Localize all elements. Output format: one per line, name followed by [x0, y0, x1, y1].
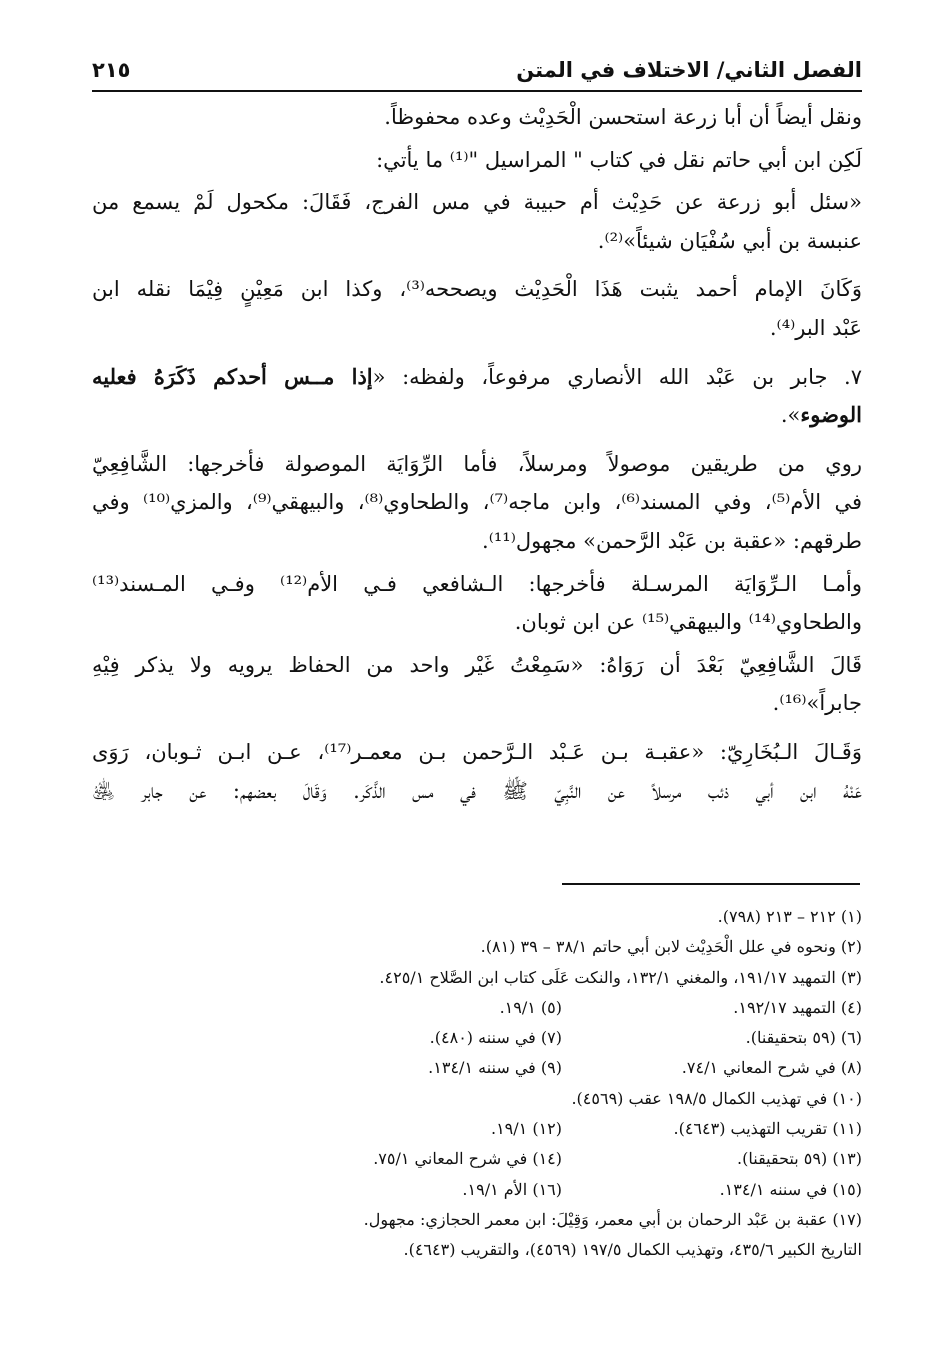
footnote: (١٤) في شرح المعاني ٧٥/١.	[373, 1149, 562, 1169]
footnote-separator	[562, 883, 860, 885]
footnote-pair	[80, 1023, 862, 1053]
footnote-continuation: التاريخ الكبير ٤٣٥/٦، وتهذيب الكمال ١٩٧/٥ (٤٥٦٩)، والتقريب (٤٦٤٣).	[403, 1240, 862, 1260]
paragraph	[92, 141, 862, 180]
text-line: وأمـا الـرِّوَايَة المرسـلة فأخرجها: الـشافعي فـي الأم⁽¹²⁾ وفـي المـسند⁽¹³⁾	[92, 571, 863, 596]
main-text	[92, 98, 862, 810]
text-line: وَقَـالَ الـبُخَارِيّ: «عقبـة بـن عَـبْد الـرَّحمن بـن معمـر⁽¹⁷⁾، عـن ابـن ثـوبان، رَوَى	[92, 739, 862, 764]
text-line: وَكَانَ الإمام أحمد يثبت هَذَا الْحَدِيْث ويصححه⁽³⁾، وكذا ابن مَعِيْنٍ فِيْمَا نقله ابن	[92, 277, 862, 302]
running-head	[92, 52, 862, 88]
footnote: (١) ٢١٢ – ٢١٣ (٧٩٨).	[717, 907, 862, 926]
footnote: (٣) التمهيد ١٩١/١٧، والمغني ١٣٢/١، والنكت عَلَى كتاب ابن الصَّلاح ٤٢٥/١.	[379, 967, 862, 987]
paragraph	[92, 183, 862, 260]
hadith-close: ».	[780, 403, 801, 428]
text-line: عنبسة بن أبي سُفْيَان شيئاً»⁽²⁾.	[597, 228, 862, 253]
footnote: (١١) تقريب التهذيب (٤٦٤٣).	[673, 1119, 862, 1139]
text-line: جابراً»⁽¹⁶⁾.	[772, 691, 862, 716]
text-line	[92, 396, 862, 435]
text-line: عَنْهُ ابن أبي ذئب مرسلاً عن النَّبِيّ ﷺ في مس الذَّكَر. وَقَالَ بعضهم: عن جابر ﵁	[92, 778, 862, 803]
paragraph	[92, 646, 862, 723]
footnote: (٨) في شرح المعاني ٧٤/١.	[681, 1058, 862, 1078]
paragraph	[92, 98, 862, 137]
chapter-title: الفصل الثاني/ الاختلاف في المتن	[516, 58, 862, 82]
page-number: ٢١٥	[92, 58, 131, 82]
text-line: طرقهم: «عقبة بن عَبْد الرَّحمن» مجهول⁽¹¹⁾.	[482, 528, 862, 553]
hadith-intro: ٧. جابر بن عَبْد الله الأنصاري مرفوعاً، ولفظه: «	[372, 364, 863, 389]
text-line: قَالَ الشَّافِعِيّ بَعْدَ أن رَوَاهُ: «سَمِعْتُ غَيْر واحد من الحفاظ يرويه ولا يذكر فِيْهِ	[92, 652, 862, 677]
text-line: والطحاوي⁽¹⁴⁾ والبيهقي⁽¹⁵⁾ عن ابن ثوبان.	[514, 610, 862, 635]
paragraph	[92, 565, 862, 642]
footnote-pair	[80, 1144, 862, 1174]
footnote: (٩) في سننه ١٣٤/١.	[428, 1058, 562, 1078]
footnote: (٢) ونحوه في علل الْحَدِيْث لابن أبي حاتم ٣٨/١ – ٣٩ (٨١).	[480, 937, 862, 957]
text-line: في الأم⁽⁵⁾، وفي المسند⁽⁶⁾، وابن ماجه⁽⁷⁾، والطحاوي⁽⁸⁾، والبيهقي⁽⁹⁾، والمزي⁽¹⁰⁾ وفي	[92, 490, 862, 515]
text-line: لَكِن ابن أبي حاتم نقل في كتاب " المراسيل "⁽¹⁾ ما يأتي:	[376, 147, 862, 172]
paragraph	[92, 270, 862, 347]
hadith-heading	[92, 358, 862, 435]
footnote-pair	[80, 1114, 862, 1144]
footnote: (١٧) عقبة بن عَبْد الرحمان بن أبي معمر، وَقِيْلَ: ابن معمر الحجازي: مجهول.	[363, 1209, 862, 1229]
footnote: (١٥) في سننه ١٣٤/١.	[719, 1179, 862, 1199]
hadith-text: الوضوء	[800, 402, 862, 428]
header-rule	[92, 90, 862, 92]
footnote: (١٢) ١٩/١.	[490, 1119, 562, 1139]
footnote: (٤) التمهيد ١٩٢/١٧.	[733, 997, 862, 1017]
footnote-pair	[80, 1175, 862, 1205]
paragraph	[92, 733, 862, 810]
text-line: ونقل أيضاً أن أبا زرعة استحسن الْحَدِيْث وعده محفوظاً.	[384, 105, 862, 129]
paragraph	[92, 445, 862, 561]
footnote: (١٦) الأم ١٩/١.	[462, 1179, 562, 1199]
footnotes	[80, 902, 862, 1266]
text-line	[92, 358, 862, 397]
footnote-pair	[80, 1053, 862, 1083]
hadith-text: إذا مــس أحدكم ذَكَرَهُ فعليه	[92, 363, 373, 389]
footnote: (٧) في سننه (٤٨٠).	[429, 1028, 562, 1048]
book-page	[92, 52, 862, 810]
footnote: (١٣) (٥٩ بتحقيقنا).	[737, 1149, 862, 1169]
text-line: عَبْد البر⁽⁴⁾.	[769, 315, 862, 340]
footnote: (١٠) في تهذيب الكمال ١٩٨/٥ عقب (٤٥٦٩).	[571, 1088, 862, 1108]
text-line: روي من طريقين موصولاً ومرسلاً، فأما الرِّوَايَة الموصولة فأخرجها: الشَّافِعِيّ	[92, 451, 862, 476]
footnote: (٥) ١٩/١.	[499, 997, 562, 1017]
footnote-pair	[80, 993, 862, 1023]
text-line: «سئل أبو زرعة عن حَدِيْث أم حبيبة في مس الفرج، فَقَالَ: مكحول لَمْ يسمع من	[92, 190, 862, 215]
footnote: (٦) (٥٩ بتحقيقنا).	[745, 1028, 862, 1048]
